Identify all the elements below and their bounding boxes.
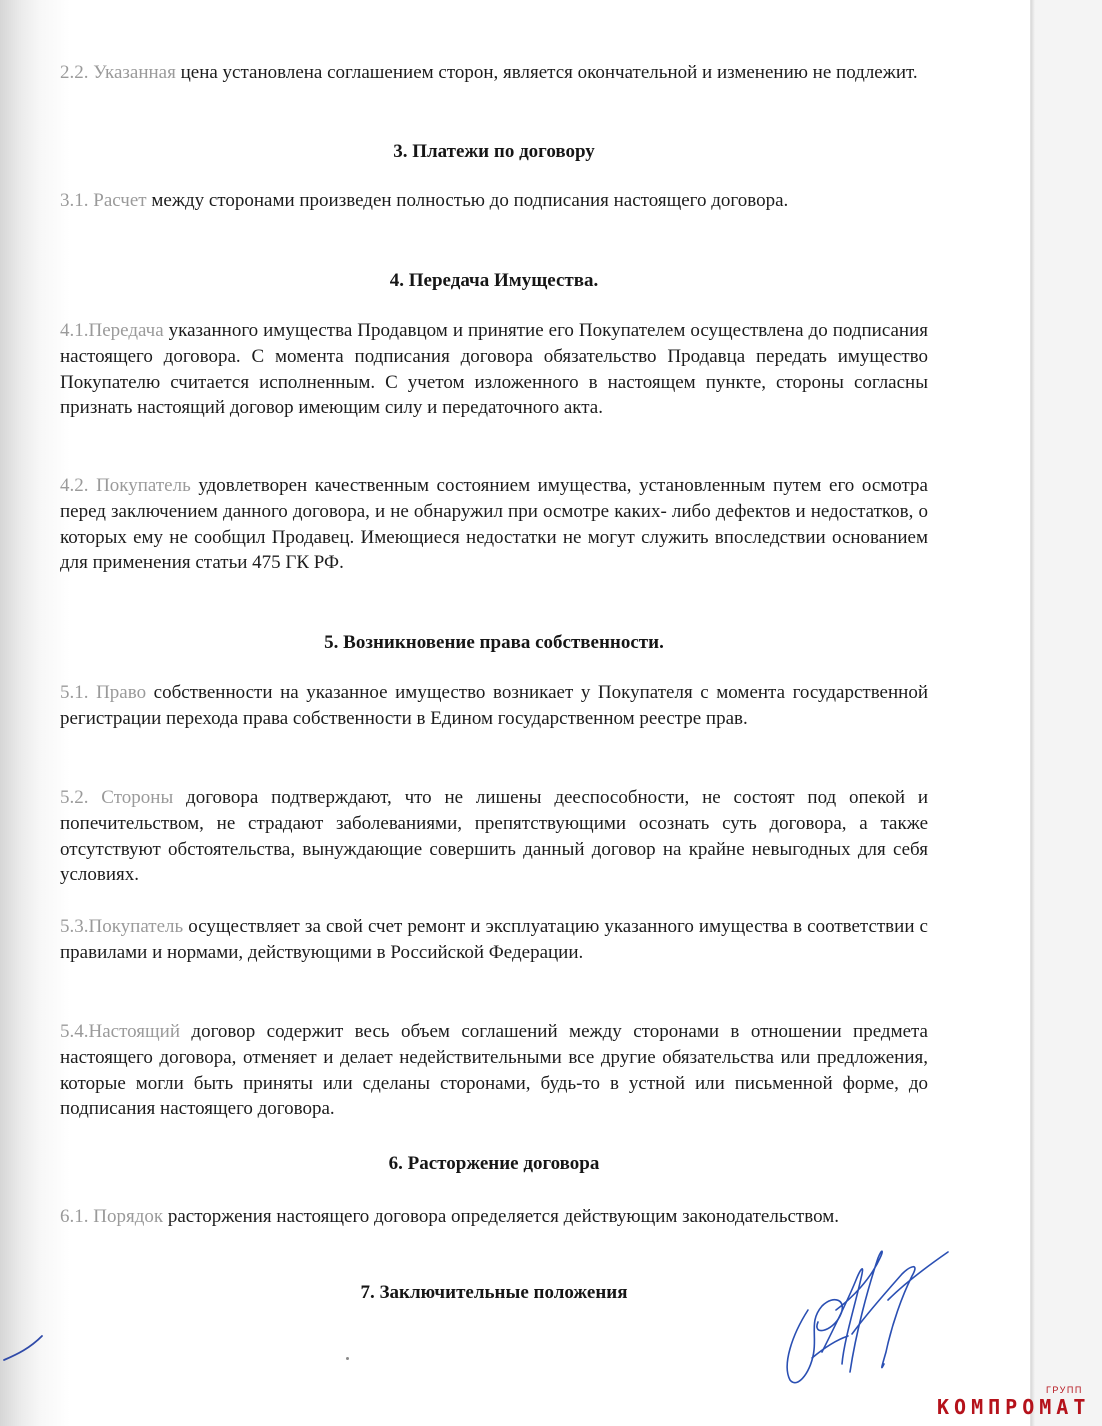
clause-4-1 [60, 318, 928, 421]
clause-text: собственности на указанное имущество возникает у Покупателя с момента государственной регистрации перехода права собственности в Едином государственном реестре прав. [60, 682, 928, 729]
clause-text: договора подтверждают, что не лишены дееспособности, не состоят под опекой и попечительством, не страдают заболеваниями, препятствующими осознать суть договора, а также отсутствуют обстоятельства, вынуждающие совершить данный договор на крайне невыгодных для себя условиях. [60, 787, 928, 886]
clause-lead: 5.1. Право [60, 682, 147, 703]
clause-lead: 5.2. Стороны [60, 787, 174, 808]
clause-text: между сторонами произведен полностью до подписания настоящего договора. [146, 190, 789, 211]
clause-lead: 5.3.Покупатель [60, 916, 184, 937]
clause-lead: 2.2. Указанная [60, 62, 176, 83]
section-5-heading: 5. Возникновение права собственности. [324, 632, 664, 653]
handwritten-signature [752, 1240, 962, 1390]
section-6-heading: 6. Расторжение договора [388, 1153, 600, 1174]
scan-dot [346, 1357, 349, 1360]
clause-5-2 [60, 785, 928, 888]
clause-text: расторжения настоящего договора определяется действующим законодательством. [163, 1206, 839, 1227]
section-7-heading: 7. Заключительные положения [360, 1282, 628, 1303]
watermark-logo: КОМПРОМАТ [937, 1395, 1091, 1419]
clause-lead: 3.1. Расчет [60, 190, 147, 211]
page-fold-shadow [1031, 0, 1035, 1426]
clause-3-1 [60, 188, 928, 214]
clause-5-1 [60, 680, 928, 732]
clause-4-2 [60, 473, 928, 576]
clause-text: указанного имущества Продавцом и принятие его Покупателем осуществлена до подписания настоящего договора. С момента подписания договора обязательство Продавца передать имущество Покупателю считается исполненным. С учетом изложенного в настоящем пункте, стороны согласны признать настоящий договор имеющим силу и передаточного акта. [60, 320, 928, 419]
clause-6-1 [60, 1204, 928, 1230]
clause-5-3 [60, 914, 928, 966]
margin-pen-mark [0, 1330, 60, 1370]
scan-margin [1030, 0, 1102, 1426]
clause-lead: 5.4.Настоящий [60, 1021, 180, 1042]
clause-lead: 4.1.Передача [60, 320, 164, 341]
clause-lead: 6.1. Порядок [60, 1206, 164, 1227]
watermark-small: ГРУПП [1046, 1385, 1083, 1395]
clause-2-2 [60, 60, 928, 86]
section-4-heading: 4. Передача Имущества. [389, 270, 599, 291]
clause-5-4 [60, 1019, 928, 1122]
clause-text: цена установлена соглашением сторон, является окончательной и изменению не подлежит. [175, 62, 918, 83]
clause-text: осуществляет за свой счет ремонт и эксплуатацию указанного имущества в соответствии с правилами и нормами, действующими в Российской Федерации. [60, 916, 928, 963]
clause-lead: 4.2. Покупатель [60, 475, 191, 496]
section-3-heading: 3. Платежи по договору [393, 141, 595, 162]
clause-text: договор содержит весь объем соглашений между сторонами в отношении предмета настоящего договора, отменяет и делает недействительными все другие обязательства или предложения, которые могли быть приняты или сделаны сторонами, будь-то в устной или письменной форме, до подписания настоящего договора. [60, 1021, 928, 1120]
clause-text: удовлетворен качественным состоянием имущества, установленным путем его осмотра перед заключением данного договора, и не обнаружил при осмотре каких- либо дефектов и недостатков, о которых ему не сообщил Продавец. Имеющиеся недостатки не могут служить впоследствии основанием для применения статьи 475 ГК РФ. [60, 475, 928, 574]
